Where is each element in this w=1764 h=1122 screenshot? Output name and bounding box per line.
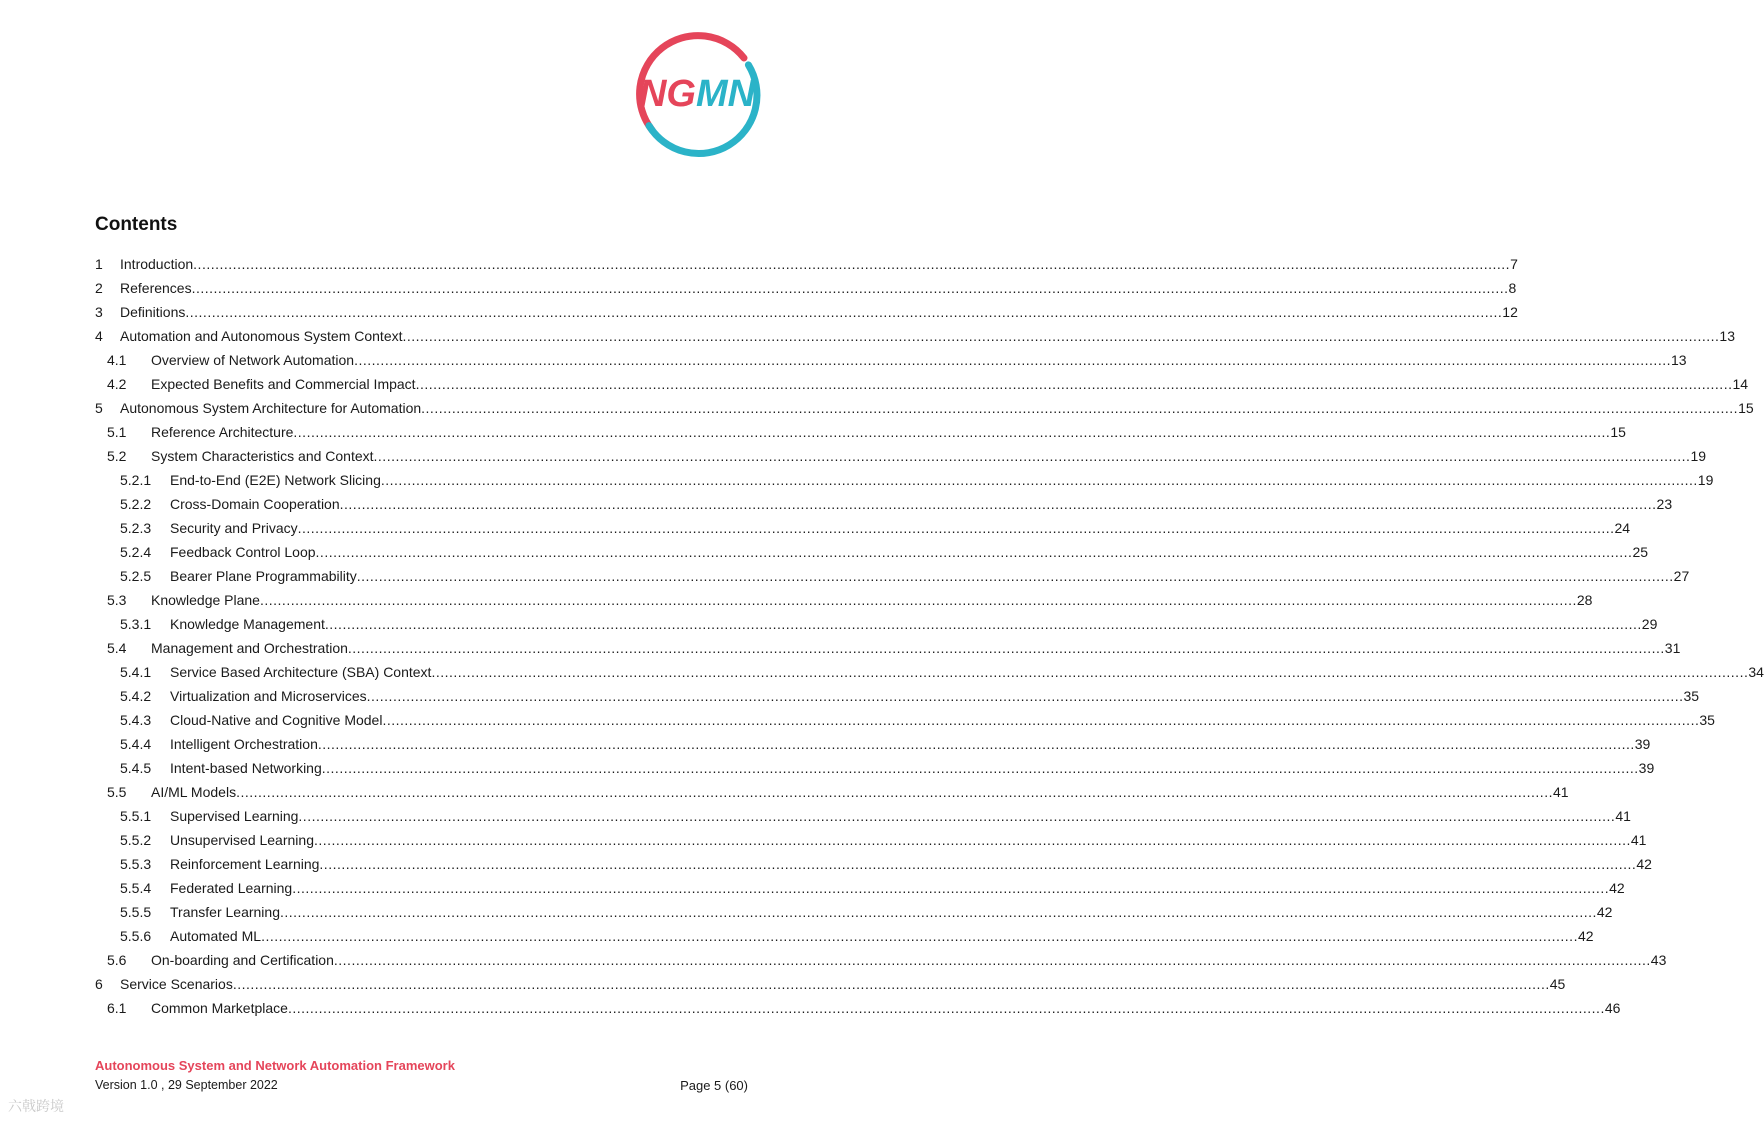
toc-entry-title[interactable]: Management and Orchestration [151, 636, 348, 660]
toc-dot-leader: ............................................................................................................................................................................................................................................................................................................ [366, 688, 1684, 704]
toc-entry-title[interactable]: On-boarding and Certification [151, 948, 334, 972]
toc-entry-number: 3 [95, 304, 103, 320]
toc-entry-title[interactable]: System Characteristics and Context [151, 444, 374, 468]
toc-entry-page[interactable]: 42 [1577, 928, 1594, 944]
toc-entry-line [170, 804, 1631, 828]
toc-entry-title[interactable]: Cross-Domain Cooperation [170, 492, 340, 516]
toc-dot-leader: ............................................................................................................................................................................................................................................................................................................ [313, 832, 1631, 848]
toc-entry[interactable] [95, 588, 1593, 612]
toc-entry-line [151, 348, 1687, 372]
toc-entry-number: 5.1 [107, 424, 127, 440]
toc-entry-page[interactable]: 41 [1552, 784, 1569, 800]
toc-entry-title[interactable]: Federated Learning [170, 876, 292, 900]
toc-entry[interactable] [95, 324, 1735, 348]
toc-entry-title[interactable]: End-to-End (E2E) Network Slicing [170, 468, 381, 492]
toc-entry-line [170, 852, 1652, 876]
toc-entry-line [151, 636, 1681, 660]
toc-entry-line [120, 300, 1518, 324]
toc-entry[interactable] [95, 996, 1621, 1020]
toc-entry-line [120, 972, 1566, 996]
toc-entry-page[interactable]: 8 [1508, 280, 1517, 296]
toc-dot-leader: ............................................................................................................................................................................................................................................................................................................ [315, 544, 1633, 560]
toc-entry[interactable] [95, 444, 1707, 468]
ngmn-logo [634, 30, 760, 156]
toc-dot-leader: ............................................................................................................................................................................................................................................................................................................ [261, 928, 1578, 944]
toc-dot-leader: ............................................................................................................................................................................................................................................................................................................ [402, 328, 1720, 344]
toc-entry-line [170, 876, 1625, 900]
toc-entry[interactable] [95, 684, 1700, 708]
toc-entry[interactable] [95, 708, 1715, 732]
toc-dot-leader: ............................................................................................................................................................................................................................................................................................................ [382, 712, 1700, 728]
toc-entry-title[interactable]: Intent-based Networking [170, 756, 322, 780]
toc-entry-number: 2 [95, 280, 103, 296]
toc-entry-number: 5.4.1 [120, 664, 152, 680]
toc-entry-line [151, 996, 1621, 1020]
toc-entry[interactable] [95, 876, 1625, 900]
toc-dot-leader: ............................................................................................................................................................................................................................................................................................................ [333, 952, 1651, 968]
toc-entry[interactable] [95, 564, 1690, 588]
toc-entry-line [170, 564, 1690, 588]
toc-entry[interactable] [95, 372, 1749, 396]
toc-entry-page[interactable]: 12 [1502, 304, 1518, 320]
toc-dot-leader: ............................................................................................................................................................................................................................................................................................................ [232, 976, 1550, 992]
toc-entry-page[interactable]: 29 [1641, 616, 1658, 632]
toc-entry-page[interactable]: 35 [1683, 688, 1700, 704]
toc-dot-leader: ............................................................................................................................................................................................................................................................................................................ [354, 352, 1671, 368]
toc-entry-line [151, 420, 1626, 444]
toc-entry-title[interactable]: Definitions [120, 300, 185, 324]
toc-entry-page[interactable]: 39 [1634, 736, 1651, 752]
toc-entry[interactable] [95, 492, 1673, 516]
toc-entry-title[interactable]: AI/ML Models [151, 780, 236, 804]
toc-entry-title[interactable]: References [120, 276, 192, 300]
toc-dot-leader: ............................................................................................................................................................................................................................................................................................................ [339, 496, 1657, 512]
table-of-contents [95, 252, 1764, 1020]
toc-entry-page[interactable]: 19 [1690, 448, 1707, 464]
toc-entry-line [170, 732, 1651, 756]
toc-entry-line [170, 468, 1714, 492]
toc-entry-line [170, 900, 1613, 924]
toc-entry-line [151, 948, 1667, 972]
toc-entry-page[interactable]: 23 [1656, 496, 1673, 512]
toc-entry-number: 5.5.2 [120, 832, 152, 848]
toc-entry-line [170, 708, 1715, 732]
toc-entry-page[interactable]: 13 [1671, 352, 1687, 368]
toc-entry-number: 5.3 [107, 592, 127, 608]
toc-entry-line [170, 660, 1764, 684]
toc-entry-number: 5.5.5 [120, 904, 152, 920]
toc-dot-leader: ............................................................................................................................................................................................................................................................................................................ [292, 880, 1610, 896]
toc-entry-title[interactable]: Cloud-Native and Cognitive Model [170, 708, 382, 732]
toc-entry-number: 5.6 [107, 952, 127, 968]
toc-dot-leader: ............................................................................................................................................................................................................................................................................................................ [317, 736, 1635, 752]
toc-entry-title[interactable]: Security and Privacy [170, 516, 298, 540]
toc-entry-line [170, 540, 1649, 564]
toc-entry-title[interactable]: Reference Architecture [151, 420, 293, 444]
toc-entry-title[interactable]: Automation and Autonomous System Context [120, 324, 403, 348]
toc-entry[interactable] [95, 420, 1626, 444]
toc-entry-line [170, 684, 1700, 708]
toc-entry-number: 5.4.4 [120, 736, 152, 752]
toc-entry-page[interactable]: 7 [1510, 256, 1518, 272]
footer-version: Version 1.0 , 29 September 2022 [95, 1078, 278, 1092]
toc-dot-leader: ............................................................................................................................................................................................................................................................................................................ [431, 664, 1749, 680]
toc-dot-leader: ............................................................................................................................................................................................................................................................................................................ [191, 280, 1509, 296]
toc-entry-number: 5.5.4 [120, 880, 152, 896]
toc-entry-title[interactable]: Overview of Network Automation [151, 348, 354, 372]
toc-entry-number: 5.2.1 [120, 472, 152, 488]
svg-text:NGMN: NGMN [638, 73, 756, 115]
toc-entry-line [170, 828, 1647, 852]
toc-entry-page[interactable]: 15 [1610, 424, 1626, 440]
toc-entry-number: 4.2 [107, 376, 127, 392]
toc-entry[interactable] [95, 924, 1594, 948]
toc-entry-number: 5.5.6 [120, 928, 152, 944]
toc-entry-number: 6 [95, 976, 103, 992]
toc-entry-line [120, 324, 1735, 348]
toc-entry[interactable] [95, 468, 1714, 492]
toc-entry-title[interactable]: Introduction [120, 252, 193, 276]
toc-entry-title[interactable]: Autonomous System Architecture for Automation [120, 396, 421, 420]
toc-entry-number: 5.4.5 [120, 760, 152, 776]
toc-entry-number: 5.5.3 [120, 856, 152, 872]
toc-entry[interactable] [95, 612, 1658, 636]
toc-dot-leader: ............................................................................................................................................................................................................................................................................................................ [279, 904, 1597, 920]
toc-entry-number: 5.4 [107, 640, 127, 656]
toc-entry-line [170, 516, 1631, 540]
toc-entry-number: 1 [95, 256, 103, 272]
toc-entry[interactable] [95, 540, 1649, 564]
toc-entry-title[interactable]: Service Scenarios [120, 972, 233, 996]
toc-entry-title[interactable]: Feedback Control Loop [170, 540, 316, 564]
toc-entry-page[interactable]: 39 [1638, 760, 1655, 776]
toc-entry-page[interactable]: 42 [1609, 880, 1625, 896]
toc-dot-leader: ............................................................................................................................................................................................................................................................................................................ [324, 616, 1642, 632]
toc-entry-title[interactable]: Service Based Architecture (SBA) Context [170, 660, 431, 684]
toc-entry[interactable] [95, 972, 1566, 996]
toc-entry-number: 5.4.3 [120, 712, 152, 728]
toc-entry-page[interactable]: 41 [1615, 808, 1631, 824]
toc-entry-title[interactable]: Supervised Learning [170, 804, 298, 828]
ngmn-logo-graphic [634, 30, 760, 156]
toc-entry[interactable] [95, 252, 1518, 276]
toc-entry[interactable] [95, 828, 1647, 852]
toc-entry[interactable] [95, 660, 1764, 684]
toc-entry-number: 5.2.3 [120, 520, 152, 536]
toc-entry-title[interactable]: Unsupervised Learning [170, 828, 314, 852]
toc-entry-page[interactable]: 42 [1636, 856, 1652, 872]
toc-dot-leader: ............................................................................................................................................................................................................................................................................................................ [380, 472, 1698, 488]
contents-heading: Contents [95, 214, 178, 235]
toc-entry-number: 5.2.5 [120, 568, 152, 584]
toc-entry-title[interactable]: Common Marketplace [151, 996, 288, 1020]
toc-entry-number: 5.2.2 [120, 496, 152, 512]
toc-entry-page[interactable]: 27 [1673, 568, 1690, 584]
toc-entry[interactable] [95, 900, 1613, 924]
watermark: 六戟跨境 [8, 1098, 64, 1114]
toc-entry[interactable] [95, 948, 1667, 972]
toc-entry-line [151, 444, 1707, 468]
toc-entry-title[interactable]: Intelligent Orchestration [170, 732, 318, 756]
toc-dot-leader: ............................................................................................................................................................................................................................................................................................................ [347, 640, 1665, 656]
toc-dot-leader: ............................................................................................................................................................................................................................................................................................................ [356, 568, 1674, 584]
toc-entry[interactable] [95, 780, 1569, 804]
footer-document-title: Autonomous System and Network Automation Framework [95, 1058, 455, 1073]
toc-dot-leader: ............................................................................................................................................................................................................................................................................................................ [298, 808, 1616, 824]
toc-entry-line [151, 588, 1593, 612]
toc-entry-page[interactable]: 42 [1596, 904, 1613, 920]
toc-entry-page[interactable]: 28 [1576, 592, 1593, 608]
toc-entry-number: 5.3.1 [120, 616, 152, 632]
toc-entry-page[interactable]: 45 [1549, 976, 1566, 992]
toc-entry-title[interactable]: Reinforcement Learning [170, 852, 319, 876]
toc-entry-page[interactable]: 35 [1699, 712, 1715, 728]
toc-entry-line [170, 924, 1594, 948]
toc-dot-leader: ............................................................................................................................................................................................................................................................................................................ [259, 592, 1577, 608]
toc-dot-leader: ............................................................................................................................................................................................................................................................................................................ [236, 784, 1553, 800]
toc-entry-page[interactable]: 19 [1697, 472, 1714, 488]
toc-entry-page[interactable]: 24 [1614, 520, 1631, 536]
toc-entry-number: 5 [95, 400, 103, 416]
toc-entry-page[interactable]: 15 [1738, 400, 1754, 416]
toc-entry[interactable] [95, 300, 1518, 324]
toc-entry-number: 6.1 [107, 1000, 127, 1016]
toc-dot-leader: ............................................................................................................................................................................................................................................................................................................ [287, 1000, 1605, 1016]
toc-entry[interactable] [95, 396, 1754, 420]
toc-dot-leader: ............................................................................................................................................................................................................................................................................................................ [293, 424, 1611, 440]
toc-entry-line [170, 612, 1658, 636]
toc-entry-title[interactable]: Bearer Plane Programmability [170, 564, 357, 588]
toc-entry-title[interactable]: Knowledge Management [170, 612, 325, 636]
toc-entry-page[interactable]: 31 [1664, 640, 1681, 656]
toc-entry[interactable] [95, 852, 1652, 876]
toc-dot-leader: ............................................................................................................................................................................................................................................................................................................ [415, 376, 1733, 392]
toc-entry-line [120, 252, 1518, 276]
toc-entry-number: 5.5 [107, 784, 127, 800]
toc-entry-number: 5.5.1 [120, 808, 152, 824]
toc-entry-page[interactable]: 34 [1748, 664, 1764, 680]
toc-entry-line [151, 372, 1749, 396]
footer-page-number: Page 5 (60) [680, 1078, 748, 1093]
toc-entry-number: 4 [95, 328, 103, 344]
toc-entry-number: 5.2 [107, 448, 127, 464]
toc-entry[interactable] [95, 804, 1631, 828]
toc-entry-line [120, 396, 1754, 420]
toc-entry-title[interactable]: Automated ML [170, 924, 261, 948]
toc-dot-leader: ............................................................................................................................................................................................................................................................................................................ [297, 520, 1615, 536]
toc-entry-number: 5.4.2 [120, 688, 152, 704]
toc-entry[interactable] [95, 516, 1631, 540]
toc-entry-line [170, 492, 1673, 516]
toc-dot-leader: ............................................................................................................................................................................................................................................................................................................ [373, 448, 1691, 464]
toc-entry-title[interactable]: Knowledge Plane [151, 588, 260, 612]
toc-entry[interactable] [95, 732, 1651, 756]
toc-dot-leader: ............................................................................................................................................................................................................................................................................................................ [185, 304, 1503, 320]
toc-entry[interactable] [95, 276, 1517, 300]
toc-entry[interactable] [95, 636, 1681, 660]
toc-entry[interactable] [95, 348, 1687, 372]
toc-entry-title[interactable]: Expected Benefits and Commercial Impact [151, 372, 416, 396]
toc-entry-title[interactable]: Virtualization and Microservices [170, 684, 367, 708]
toc-dot-leader: ............................................................................................................................................................................................................................................................................................................ [421, 400, 1739, 416]
toc-entry-page[interactable]: 25 [1632, 544, 1649, 560]
toc-entry-title[interactable]: Transfer Learning [170, 900, 280, 924]
toc-dot-leader: ............................................................................................................................................................................................................................................................................................................ [193, 256, 1511, 272]
toc-entry-line [170, 756, 1655, 780]
toc-entry-line [120, 276, 1517, 300]
toc-entry-page[interactable]: 14 [1732, 376, 1749, 392]
toc-entry-number: 5.2.4 [120, 544, 152, 560]
toc-entry-page[interactable]: 43 [1650, 952, 1667, 968]
toc-entry-page[interactable]: 46 [1604, 1000, 1621, 1016]
toc-entry-line [151, 780, 1569, 804]
toc-entry-number: 4.1 [107, 352, 127, 368]
toc-dot-leader: ............................................................................................................................................................................................................................................................................................................ [321, 760, 1639, 776]
toc-entry-page[interactable]: 13 [1719, 328, 1735, 344]
toc-entry-page[interactable]: 41 [1630, 832, 1647, 848]
toc-dot-leader: ............................................................................................................................................................................................................................................................................................................ [319, 856, 1637, 872]
toc-entry[interactable] [95, 756, 1655, 780]
